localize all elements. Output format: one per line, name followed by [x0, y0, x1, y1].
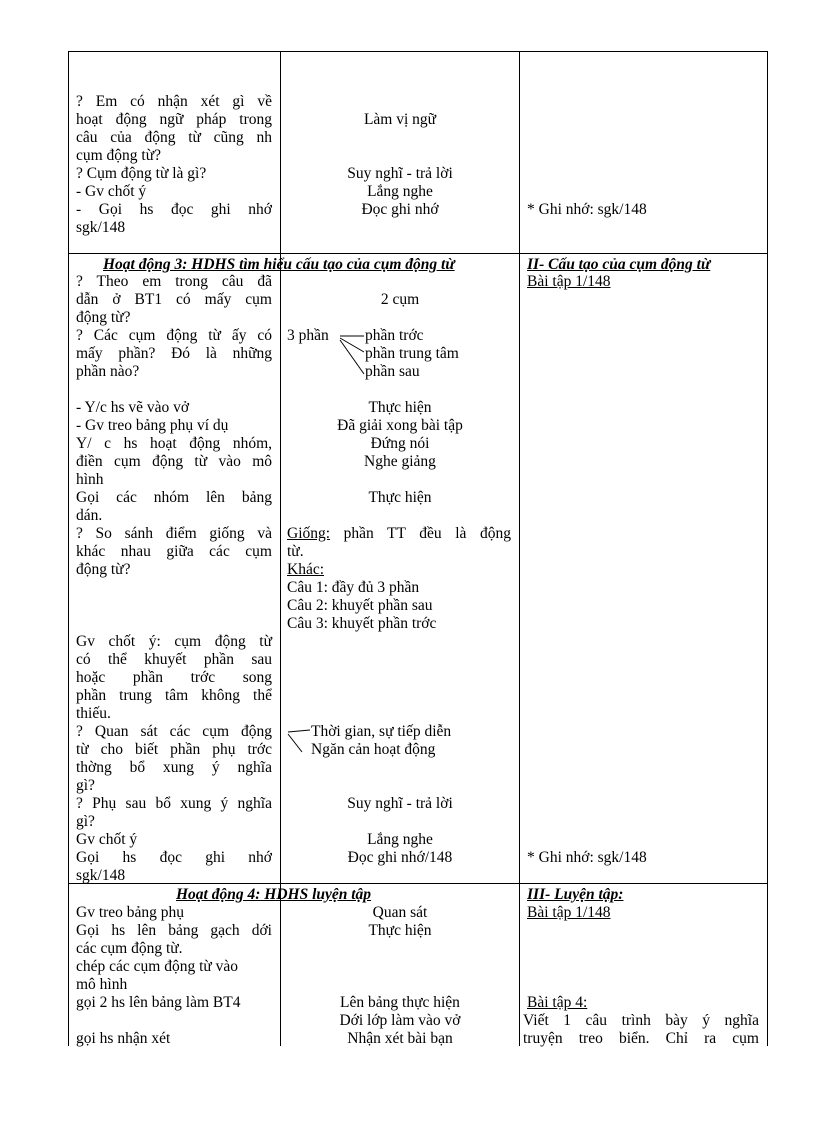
student-answer: Đứng nói	[370, 435, 430, 452]
teacher-action: điền cụm động từ vào mô	[76, 453, 272, 470]
table-divider-row1	[68, 253, 768, 254]
teacher-question: ? Phụ sau bổ xung ý nghĩa	[76, 795, 272, 812]
branch-lines	[0, 0, 1, 1]
teacher-question: phần nào?	[76, 363, 140, 380]
student-answer: Thực hiện	[368, 399, 432, 416]
student-answer: Thực hiện	[368, 489, 432, 506]
student-answer: Dới lớp làm vào vở	[339, 1012, 461, 1029]
student-answer: Lắng nghe	[367, 831, 433, 848]
student-answer: từ.	[287, 543, 304, 560]
teacher-question: từ cho biết phần phụ trớc	[76, 741, 272, 758]
student-answer: Suy nghĩ - trả lời	[347, 795, 453, 812]
teacher-conclusion: phần trung tâm không thể	[76, 687, 272, 704]
teacher-action: Gọi hs lên bảng gạch dới	[76, 922, 272, 939]
student-answer: Lên bảng thực hiện	[340, 994, 460, 1011]
section-3-heading: III- Luyện tập:	[527, 886, 624, 903]
teacher-action: Y/ c hs hoạt động nhóm,	[76, 435, 272, 452]
student-answer: Câu 3: khuyết phần trớc	[287, 615, 437, 632]
teacher-action: mô hình	[76, 976, 128, 993]
table-border-right	[767, 51, 768, 1046]
teacher-action: Gọi các nhóm lên bảng	[76, 489, 272, 506]
student-answer: Đọc ghi nhớ/148	[347, 849, 453, 866]
teacher-action: chép các cụm động từ vào	[76, 958, 239, 975]
teacher-action: sgk/148	[76, 219, 126, 236]
student-answer: Thời gian, sự tiếp diễn	[311, 723, 452, 740]
student-answer: Thực hiện	[368, 922, 432, 939]
exercise-text: Viết 1 câu trình bày ý nghĩa	[523, 1012, 759, 1029]
activity-4-heading: Hoạt động 4: HDHS luyện tập	[176, 886, 372, 903]
student-answer: 3 phần	[287, 327, 329, 344]
table-divider-col2	[519, 51, 520, 1046]
teacher-action: sgk/148	[76, 867, 126, 884]
teacher-question: câu của động từ cũng nh	[76, 129, 272, 146]
exercise-text: truyện treo biển. Chỉ ra cụm	[523, 1030, 759, 1047]
teacher-action: Gv chốt ý	[76, 831, 138, 848]
activity-3-heading: Hoạt động 3: HDHS tìm hiểu cấu tạo của cụm động từ	[103, 256, 455, 273]
student-answer: Đã giải xong bài tập	[337, 417, 463, 434]
teacher-action: các cụm động từ.	[76, 940, 183, 957]
student-answer: Ngăn cản hoạt động	[311, 741, 436, 758]
teacher-conclusion: Gv chốt ý: cụm động từ	[76, 633, 272, 650]
teacher-question: ? Các cụm động từ ấy có	[76, 327, 272, 344]
student-answer: Nhận xét bài bạn	[347, 1030, 453, 1047]
student-answer: phần sau	[365, 363, 420, 380]
teacher-question: thờng bổ xung ý nghĩa	[76, 759, 272, 776]
table-border-top	[68, 51, 768, 52]
student-answer	[287, 525, 511, 543]
teacher-question: gì?	[76, 777, 95, 794]
teacher-action: Gv treo bảng phụ	[76, 904, 185, 921]
student-answer: phần trung tâm	[365, 345, 459, 362]
teacher-action: - Y/c hs vẽ vào vở	[76, 399, 190, 416]
student-answer: Suy nghĩ - trả lời	[347, 165, 453, 182]
teacher-action: Gọi hs đọc ghi nhớ	[76, 849, 272, 866]
teacher-question: khác nhau giữa các cụm	[76, 543, 272, 560]
teacher-action: hình	[76, 471, 104, 488]
table-border-left	[68, 51, 69, 1046]
teacher-question: ? Cụm động từ là gì?	[76, 165, 207, 182]
teacher-question: ? Theo em trong câu đã	[76, 273, 272, 290]
student-answer: 2 cụm	[380, 291, 420, 308]
similar-label: Giống:	[287, 525, 331, 542]
teacher-question: động từ?	[76, 561, 131, 578]
section-2-heading: II- Cấu tạo của cụm động từ	[527, 256, 711, 273]
teacher-action: - Gọi hs đọc ghi nhớ	[76, 201, 272, 218]
exercise-label: Bài tập 4:	[527, 994, 588, 1011]
teacher-question: động từ?	[76, 309, 131, 326]
teacher-conclusion: hoặc phần trớc song	[76, 669, 272, 686]
teacher-question: ? Em có nhận xét gì về	[76, 93, 272, 110]
teacher-action: - Gv chốt ý	[76, 183, 147, 200]
teacher-action: gọi hs nhận xét	[76, 1030, 171, 1047]
student-answer: Câu 2: khuyết phần sau	[287, 597, 433, 614]
similar-text: phần TT đều là động	[330, 525, 511, 542]
teacher-question: cụm động từ?	[76, 147, 162, 164]
teacher-conclusion: thiếu.	[76, 705, 111, 722]
content-note: * Ghi nhớ: sgk/148	[527, 201, 647, 218]
teacher-question: ? So sánh điểm giống và	[76, 525, 272, 542]
teacher-conclusion: có thể khuyết phần sau	[76, 651, 272, 668]
table-divider-row2	[68, 883, 768, 884]
student-answer: Làm vị ngữ	[363, 111, 437, 128]
teacher-question: ? Quan sát các cụm động	[76, 723, 272, 740]
student-answer: Câu 1: đầy đủ 3 phần	[287, 579, 420, 596]
exercise-label: Bài tập 1/148	[527, 273, 611, 290]
teacher-question: mấy phần? Đó là những	[76, 345, 272, 362]
exercise-label: Bài tập 1/148	[527, 904, 611, 921]
teacher-question: gì?	[76, 813, 95, 830]
student-answer: phần trớc	[365, 327, 424, 344]
student-answer: Nghe giảng	[364, 453, 436, 470]
content-note: * Ghi nhớ: sgk/148	[527, 849, 647, 866]
teacher-question: dẫn ở BT1 có mấy cụm	[76, 291, 272, 308]
different-label: Khác:	[287, 561, 325, 578]
student-answer: Đọc ghi nhớ	[361, 201, 439, 218]
teacher-action: gọi 2 hs lên bảng làm BT4	[76, 994, 241, 1011]
student-answer: Lắng nghe	[367, 183, 433, 200]
teacher-action: - Gv treo bảng phụ ví dụ	[76, 417, 229, 434]
teacher-question: hoạt động ngữ pháp trong	[76, 111, 272, 128]
student-answer: Quan sát	[372, 904, 428, 921]
teacher-action: dán.	[76, 507, 103, 524]
